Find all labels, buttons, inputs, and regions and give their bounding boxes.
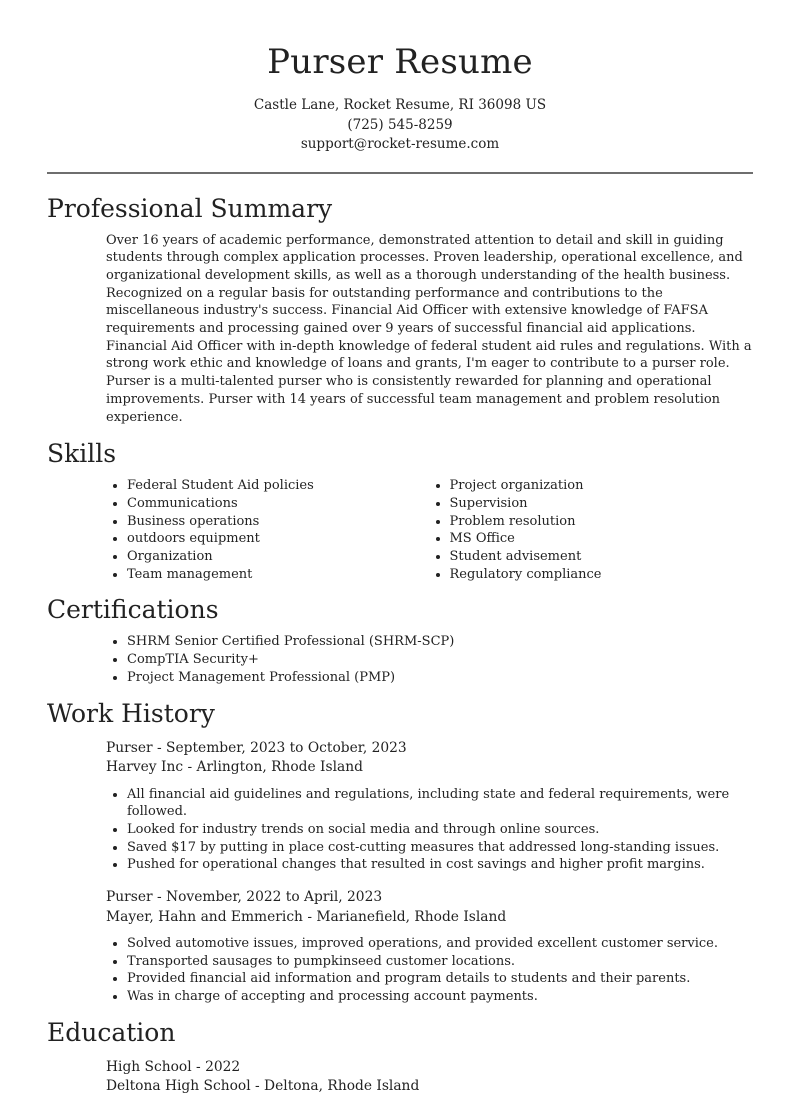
skill-item: • Team management — [127, 566, 431, 584]
job-header — [47, 739, 753, 778]
education-school-location: Deltona High School - Deltona, Rhode Island — [106, 1078, 420, 1095]
certification-item: • SHRM Senior Certified Professional (SHRM-SCP) — [127, 633, 753, 651]
skill-item: • Student advisement — [450, 548, 754, 566]
job-entry — [47, 888, 753, 1006]
education-degree-year: High School - 2022 — [106, 1058, 241, 1075]
contact-info — [47, 96, 753, 155]
job-bullet: • All financial aid guidelines and regulations, including state and federal requirements, were followed. — [127, 786, 753, 821]
section-title-certifications: Certifications — [47, 595, 219, 625]
certification-item: • CompTIA Security+ — [127, 651, 753, 669]
skill-item: • outdoors equipment — [127, 530, 431, 548]
skill-item: • Supervision — [450, 495, 754, 513]
skill-item: • Regulatory compliance — [450, 566, 754, 584]
skill-item: • Problem resolution — [450, 513, 754, 531]
job-bullet: • Saved $17 by putting in place cost-cutting measures that addressed long-standing issues. — [127, 839, 753, 857]
professional-summary-section — [47, 192, 753, 427]
skill-item: • Project organization — [450, 477, 754, 495]
job-title-dates: Purser - November, 2022 to April, 2023 — [106, 889, 383, 906]
skills-list-left — [47, 477, 431, 583]
header-divider — [47, 172, 753, 174]
work-history-section — [47, 697, 753, 1006]
job-bullet: • Transported sausages to pumpkinseed customer locations. — [127, 953, 753, 971]
section-title-education: Education — [47, 1017, 176, 1047]
job-bullets — [47, 935, 753, 1006]
skill-item: • Organization — [127, 548, 431, 566]
job-bullets — [47, 786, 753, 875]
certification-item: • Project Management Professional (PMP) — [127, 669, 753, 687]
education-entry — [47, 1058, 753, 1097]
job-bullet: • Provided financial aid information and program details to students and their parents. — [127, 970, 753, 988]
job-entry — [47, 739, 753, 875]
contact-address: Castle Lane, Rocket Resume, RI 36098 US — [253, 97, 547, 113]
job-bullet: • Was in charge of accepting and processing account payments. — [127, 988, 753, 1006]
skills-grid — [47, 477, 753, 583]
certifications-section — [47, 593, 753, 686]
job-company-location: Mayer, Hahn and Emmerich - Marianefield, Rhode Island — [106, 908, 507, 925]
resume-header — [47, 0, 753, 155]
education-section — [47, 1016, 753, 1097]
skills-list-right — [431, 477, 754, 583]
section-title-skills: Skills — [47, 439, 117, 469]
certifications-list — [47, 633, 753, 686]
skill-item: • MS Office — [450, 530, 754, 548]
contact-phone: (725) 545-8259 — [347, 116, 453, 133]
resume-title: Purser Resume — [267, 42, 533, 82]
skill-item: • Federal Student Aid policies — [127, 477, 431, 495]
section-title-work-history: Work History — [47, 698, 215, 728]
section-title-summary: Professional Summary — [47, 193, 333, 223]
job-title-dates: Purser - September, 2023 to October, 2023 — [106, 739, 407, 756]
contact-email: support@rocket-resume.com — [300, 136, 500, 152]
job-header — [47, 888, 753, 927]
job-bullet: • Solved automotive issues, improved operations, and provided excellent customer service. — [127, 935, 753, 953]
skills-section — [47, 437, 753, 583]
job-bullet: • Pushed for operational changes that resulted in cost savings and higher profit margins. — [127, 856, 753, 874]
skill-item: • Communications — [127, 495, 431, 513]
job-bullet: • Looked for industry trends on social media and through online sources. — [127, 821, 753, 839]
summary-text: Over 16 years of academic performance, demonstrated attention to detail and skill in guiding students through complex application processes. Proven leadership, operational excellence, and organizational development skills, as well as a thorough understanding of the health business. Recognized on a regular basis for outstanding performance and contributions to the miscellaneous industry's success. Financial Aid Officer with extensive knowledge of FAFSA requirements and processing gained over 9 years of successful financial aid applications. Financial Aid Officer with in-depth knowledge of federal student aid rules and regulations. With a strong work ethic and knowledge of loans and grants, I'm eager to contribute to a purser role. Purser is a multi-talented purser who is consistently rewarded for planning and operational improvements. Purser with 14 years of successful team management and problem resolution experience. — [106, 232, 752, 425]
skill-item: • Business operations — [127, 513, 431, 531]
job-company-location: Harvey Inc - Arlington, Rhode Island — [106, 759, 363, 776]
